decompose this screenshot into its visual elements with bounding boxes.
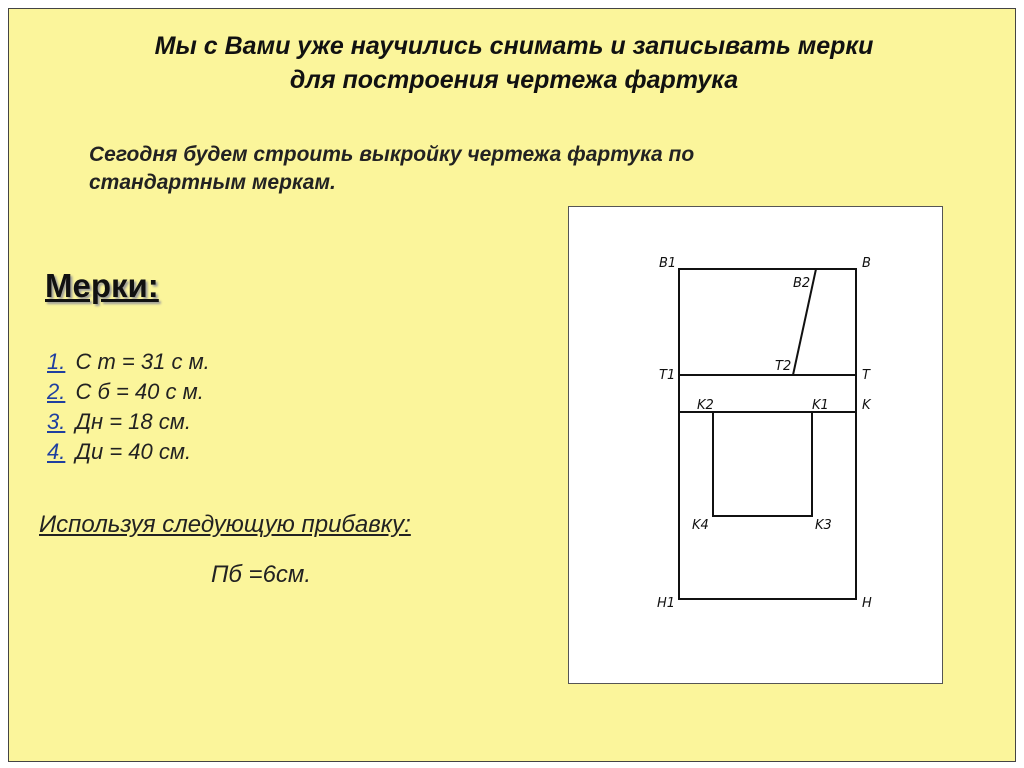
subtitle-line-1: Сегодня будем строить выкройку чертежа фартука по [89, 143, 695, 166]
pocket-outline [713, 412, 812, 516]
measure-text: Дн = 18 см. [75, 409, 191, 434]
point-label-k3: K3 [815, 518, 832, 533]
measure-text: С б = 40 с м. [75, 379, 204, 404]
addition-value: Пб =6см. [211, 561, 312, 588]
measure-number: 4. [47, 439, 66, 464]
point-label-k1: K1 [812, 398, 829, 413]
point-label-b1: B1 [659, 256, 677, 271]
slide-title [69, 29, 959, 97]
point-label-k2: K2 [697, 398, 714, 413]
slide [8, 8, 1016, 762]
point-label-h: H [862, 596, 872, 611]
apron-pattern-drawing [568, 206, 943, 684]
measures-heading: Мерки: [45, 267, 159, 304]
point-label-k: K [862, 398, 871, 413]
point-label-b: B [862, 256, 871, 271]
measure-text: С т = 31 с м. [75, 349, 210, 374]
measure-number: 3. [47, 409, 66, 434]
point-label-t: T [862, 368, 870, 383]
measure-item [47, 437, 210, 467]
subtitle-line-2: стандартным меркам. [89, 171, 336, 194]
measures-list [47, 347, 210, 467]
title-line-2: для построения чертежа фартука [289, 66, 739, 94]
measure-item [47, 377, 210, 407]
slide-subtitle [89, 141, 889, 197]
measure-number: 1. [47, 349, 66, 374]
measure-item [47, 407, 210, 437]
apron-outline [679, 269, 856, 599]
point-label-t1: T1 [659, 368, 676, 383]
addition-label: Используя следующую прибавку: [39, 511, 411, 538]
pattern-svg [569, 207, 942, 683]
point-label-h1: H1 [657, 596, 676, 611]
measure-number: 2. [47, 379, 66, 404]
point-label-k4: K4 [692, 518, 709, 533]
measure-text: Ди = 40 см. [75, 439, 192, 464]
measure-item [47, 347, 210, 377]
point-label-t2: T2 [775, 359, 792, 374]
point-label-b2: B2 [793, 276, 811, 291]
title-line-1: Мы с Вами уже научились снимать и записывать мерки [154, 32, 874, 60]
